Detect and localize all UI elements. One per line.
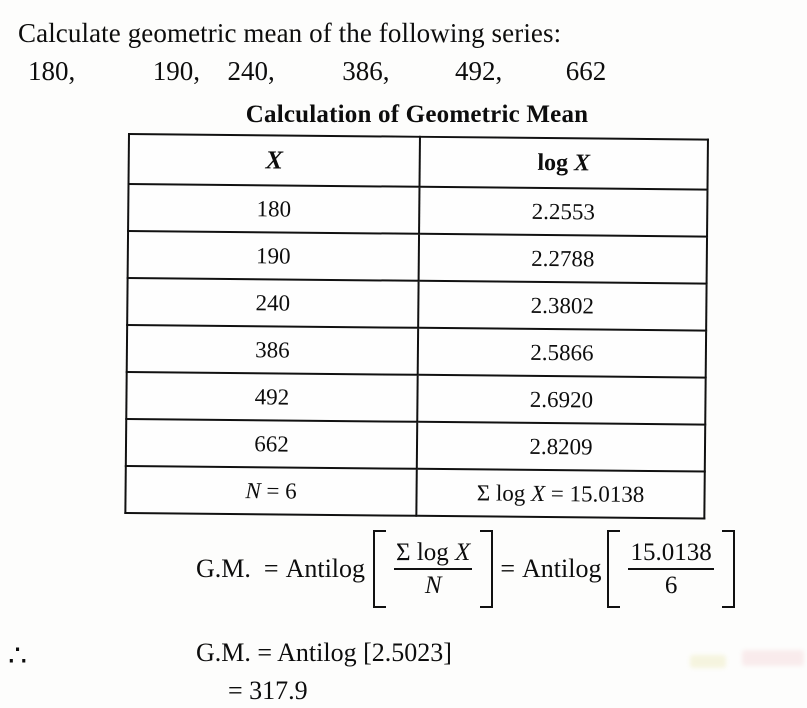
n-symbol: N <box>245 477 261 503</box>
formula-equals: = <box>263 554 279 583</box>
formula-gm-label: G.M. <box>196 554 251 583</box>
sum-log-value: = 15.0138 <box>550 480 645 507</box>
cell-x: 180 <box>128 184 419 234</box>
header-label-log-var: X <box>573 150 591 177</box>
fraction-numerator: 15.0138 <box>630 539 712 566</box>
series-value: 240, <box>227 56 275 86</box>
series-value: 386, <box>342 56 390 86</box>
table-title: Calculation of Geometric Mean <box>245 101 589 128</box>
table-row <box>127 278 706 331</box>
geometric-mean-formula <box>196 530 735 608</box>
result-antilog-line: G.M. = Antilog [2.5023] <box>196 638 452 667</box>
sum-log-var: X <box>530 480 546 506</box>
bracket-right-icon <box>722 530 735 608</box>
sigma-symbol: Σ <box>396 539 411 566</box>
cell-sum-log-total <box>416 469 704 519</box>
formula-antilog-2: Antilog <box>522 554 602 583</box>
cell-x: 190 <box>128 231 419 281</box>
series-value: 492, <box>455 56 503 86</box>
sum-log-label: log <box>495 480 526 506</box>
cell-x: 240 <box>127 278 418 328</box>
header-label-log: log <box>537 149 569 177</box>
bracket-left-icon <box>607 530 620 608</box>
bleed-artifact-top-right <box>590 30 595 51</box>
series-value: 662 <box>565 56 607 86</box>
table-row <box>128 184 707 237</box>
table-row <box>128 231 707 284</box>
cell-x: 662 <box>126 419 417 469</box>
calculation-table <box>124 133 709 520</box>
bracket-left-icon <box>373 530 386 608</box>
bleed-highlight-pink <box>742 650 804 666</box>
table-header-row <box>129 134 708 190</box>
cell-log-x: 2.2788 <box>419 234 707 284</box>
sigma-symbol: Σ <box>476 479 491 505</box>
n-value: = 6 <box>266 477 297 504</box>
bleed-highlight-yellow <box>690 655 726 668</box>
cell-n-total <box>125 466 416 516</box>
fraction-numeric <box>620 530 721 608</box>
table-total-row <box>125 466 704 519</box>
log-label: log <box>416 539 449 566</box>
header-cell-x <box>129 134 420 187</box>
formula-equals-2: = <box>500 554 515 583</box>
header-label-x: X <box>265 145 284 175</box>
fraction-denominator: 6 <box>628 568 713 599</box>
therefore-icon: ∴ <box>8 640 28 673</box>
cell-log-x: 2.8209 <box>417 422 705 472</box>
question-prompt: Calculate geometric mean of the following series: <box>18 18 562 48</box>
fraction-symbolic <box>386 530 480 608</box>
cell-x: 492 <box>126 372 417 422</box>
result-final-value: = 317.9 <box>228 676 308 705</box>
cell-x: 386 <box>127 325 418 375</box>
fraction-numerator <box>394 539 472 568</box>
table-row <box>126 419 705 472</box>
table-row <box>127 325 706 378</box>
series-value: 190, <box>152 56 200 86</box>
formula-antilog-1: Antilog <box>285 554 366 583</box>
series-values <box>28 56 628 87</box>
bracket-group-2 <box>607 530 734 608</box>
calculation-table-wrapper <box>124 133 703 520</box>
cell-log-x: 2.5866 <box>418 328 706 378</box>
bracket-group-1 <box>373 530 493 608</box>
table-row <box>126 372 705 425</box>
header-cell-log-x <box>419 137 707 190</box>
log-var: X <box>455 539 471 566</box>
cell-log-x: 2.6920 <box>417 375 705 425</box>
cell-log-x: 2.2553 <box>419 187 707 237</box>
bracket-right-icon <box>480 530 493 608</box>
fraction-denominator: N <box>394 568 472 599</box>
cell-log-x: 2.3802 <box>418 281 706 331</box>
series-value: 180, <box>28 56 76 86</box>
